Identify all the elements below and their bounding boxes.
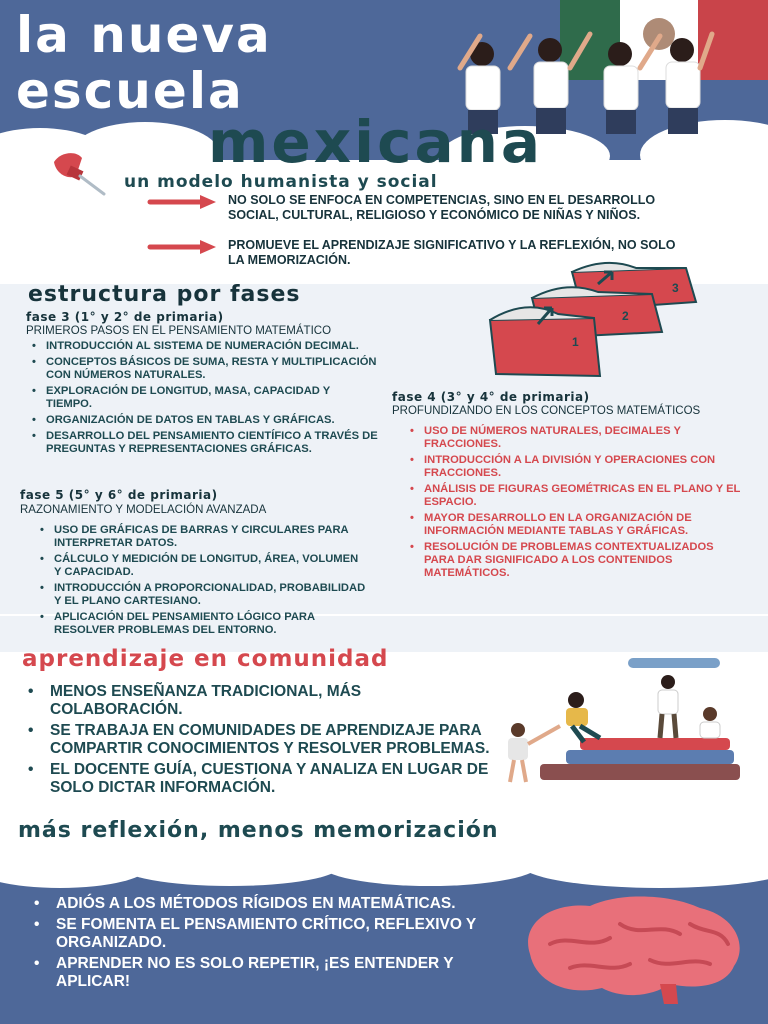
intro-paragraph-2: PROMUEVE EL APRENDIZAJE SIGNIFICATIVO Y LA REFLEXIÓN, NO SOLO LA MEMORIZACIÓN.: [228, 238, 676, 267]
list-item: • SE FOMENTA EL PENSAMIENTO CRÍTICO, REFLEXIVO Y ORGANIZADO.: [28, 916, 508, 952]
title-line-1: la nueva: [16, 6, 272, 64]
subtitle: un modelo humanista y social: [124, 172, 438, 192]
intro-paragraph-1: NO SOLO SE ENFOCA EN COMPETENCIAS, SINO EN EL DESARROLLO SOCIAL, CULTURAL, RELIGIOSO Y ECONÓMICO DE NIÑAS Y NIÑOS.: [228, 193, 656, 222]
cloud-decoration: [120, 846, 340, 886]
phase-5-subtitle: RAZONAMIENTO Y MODELACIÓN AVANZADA: [20, 504, 267, 516]
phase-4-subtitle: PROFUNDIZANDO EN LOS CONCEPTOS MATEMÁTICOS: [392, 405, 701, 417]
list-item: • MAYOR DESARROLLO EN LA ORGANIZACIÓN DE INFORMACIÓN MEDIANTE TABLAS Y GRÁFICAS.: [406, 512, 741, 538]
list-item: • SE TRABAJA EN COMUNIDADES DE APRENDIZAJE PARA COMPARTIR CONOCIMIENTOS Y RESOLVER PROBLEMAS.: [22, 722, 492, 758]
students-on-books-illustration: [500, 656, 750, 786]
brain-icon: [510, 894, 750, 1006]
reflection-heading: más reflexión, menos memorización: [18, 818, 499, 843]
phase-4-title: fase 4 (3° y 4° de primaria): [392, 390, 590, 404]
list-item: • EXPLORACIÓN DE LONGITUD, MASA, CAPACIDAD Y TIEMPO.: [28, 385, 378, 411]
list-item: • APLICACIÓN DEL PENSAMIENTO LÓGICO PARA RESOLVER PROBLEMAS DEL ENTORNO.: [36, 611, 366, 637]
phase-5-list: [36, 524, 366, 640]
phase-5-title: fase 5 (5° y 6° de primaria): [20, 488, 218, 502]
list-item: • USO DE GRÁFICAS DE BARRAS Y CIRCULARES PARA INTERPRETAR DATOS.: [36, 524, 366, 550]
numbered-blocks-illustration: [486, 262, 702, 380]
phase-3-list: [28, 340, 378, 459]
block-label-1: 1: [572, 335, 579, 349]
list-item: • ADIÓS A LOS MÉTODOS RÍGIDOS EN MATEMÁTICAS.: [28, 895, 508, 913]
list-item: • CÁLCULO Y MEDICIÓN DE LONGITUD, ÁREA, VOLUMEN Y CAPACIDAD.: [36, 553, 366, 579]
phase-3-subtitle: PRIMEROS PASOS EN EL PENSAMIENTO MATEMÁTICO: [26, 325, 332, 337]
title-line-2: escuela: [16, 62, 244, 120]
list-item: • USO DE NÚMEROS NATURALES, DECIMALES Y FRACCIONES.: [406, 425, 741, 451]
reflection-list: [28, 895, 508, 994]
arrow-right-icon: [148, 195, 218, 209]
list-item: • INTRODUCCIÓN AL SISTEMA DE NUMERACIÓN DECIMAL.: [28, 340, 378, 353]
list-item: • INTRODUCCIÓN A PROPORCIONALIDAD, PROBABILIDAD Y EL PLANO CARTESIANO.: [36, 582, 366, 608]
phase-3-title: fase 3 (1° y 2° de primaria): [26, 310, 224, 324]
list-item: • ANÁLISIS DE FIGURAS GEOMÉTRICAS EN EL PLANO Y EL ESPACIO.: [406, 483, 741, 509]
community-list: [22, 683, 492, 800]
community-heading: aprendizaje en comunidad: [22, 646, 389, 672]
cloud-decoration: [320, 842, 540, 886]
list-item: • EL DOCENTE GUÍA, CUESTIONA Y ANALIZA EN LUGAR DE SOLO DICTAR INFORMACIÓN.: [22, 761, 492, 797]
block-label-3: 3: [672, 281, 679, 295]
list-item: • MENOS ENSEÑANZA TRADICIONAL, MÁS COLABORACIÓN.: [22, 683, 492, 719]
push-pin-icon: [50, 150, 110, 200]
list-item: • RESOLUCIÓN DE PROBLEMAS CONTEXTUALIZADOS PARA DAR SIGNIFICADO A LOS CONTENIDOS MATEMÁTICOS.: [406, 541, 741, 580]
list-item: • INTRODUCCIÓN A LA DIVISIÓN Y OPERACIONES CON FRACCIONES.: [406, 454, 741, 480]
list-item: • DESARROLLO DEL PENSAMIENTO CIENTÍFICO A TRAVÉS DE PREGUNTAS Y REPRESENTACIONES GRÁFICAS.: [28, 430, 378, 456]
list-item: • APRENDER NO ES SOLO REPETIR, ¡ES ENTENDER Y APLICAR!: [28, 955, 508, 991]
structure-heading: estructura por fases: [28, 282, 301, 307]
phase-4-list: [406, 425, 741, 583]
block-label-2: 2: [622, 309, 629, 323]
list-item: • ORGANIZACIÓN DE DATOS EN TABLAS Y GRÁFICAS.: [28, 414, 378, 427]
list-item: • CONCEPTOS BÁSICOS DE SUMA, RESTA Y MULTIPLICACIÓN CON NÚMEROS NATURALES.: [28, 356, 378, 382]
arrow-right-icon: [148, 240, 218, 254]
title-line-3: mexicana: [208, 108, 544, 176]
